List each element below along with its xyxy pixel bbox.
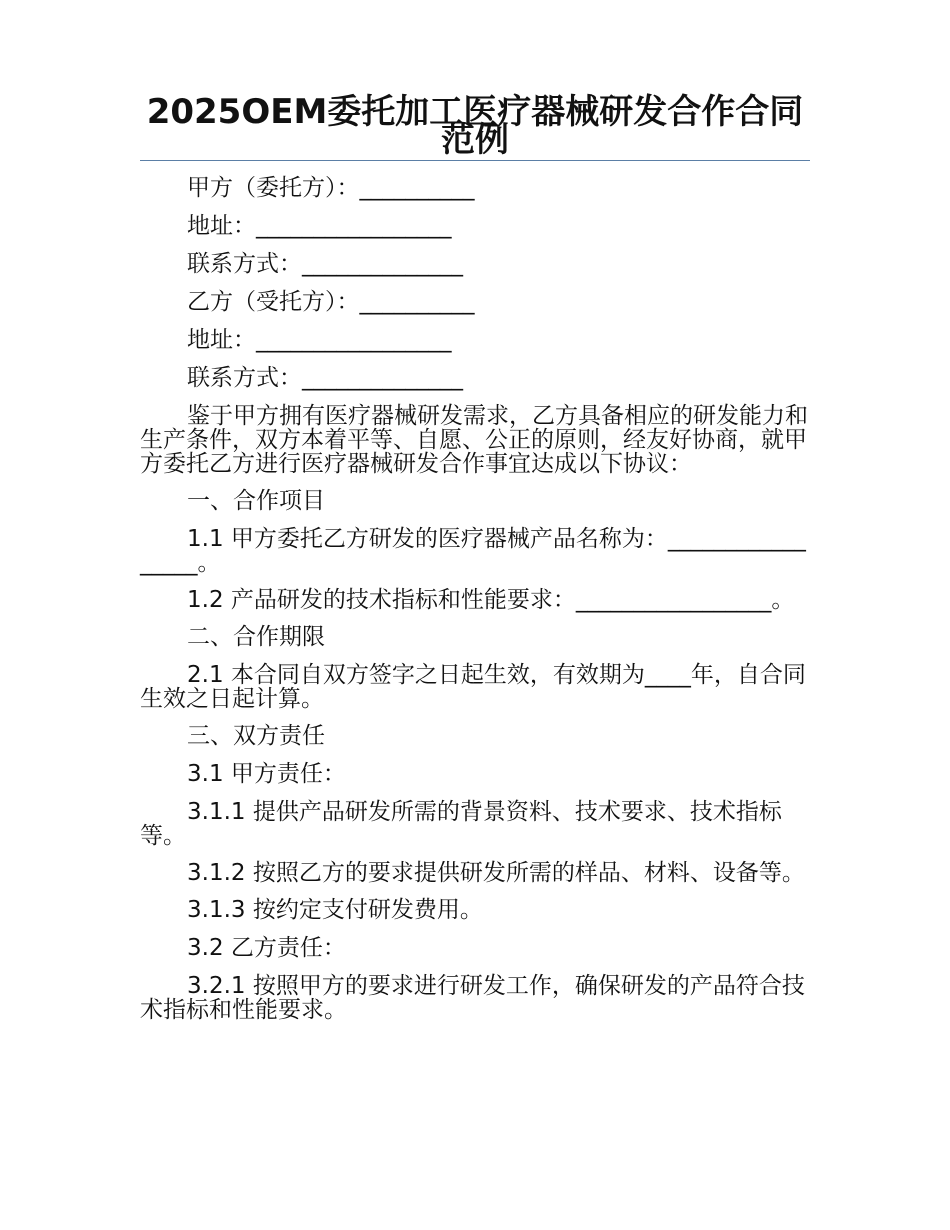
- party-a-address: 地址：_________________: [187, 213, 452, 239]
- party-b-address: 地址：_________________: [187, 327, 452, 353]
- clause-2-1: 2.1 本合同自双方签字之日起生效，有效期为____年，自合同生效之日起计算。: [140, 662, 806, 712]
- party-b-contact: 联系方式：______________: [187, 365, 463, 391]
- clause-3-1-3: 3.1.3 按约定支付研发费用。: [187, 897, 483, 923]
- preamble-paragraph: 鉴于甲方拥有医疗器械研发需求，乙方具备相应的研发能力和生产条件，双方本着平等、自愿、公正的原则，经友好协商，就甲方委托乙方进行医疗器械研发合作事宜达成以下协议：: [140, 403, 808, 477]
- clause-3-1: 3.1 甲方责任：: [187, 761, 346, 787]
- clause-3-1-2: 3.1.2 按照乙方的要求提供研发所需的样品、材料、设备等。: [187, 860, 805, 886]
- clause-1-1: 1.1 甲方委托乙方研发的医疗器械产品名称为：_________________。: [140, 526, 806, 576]
- party-b-line: 乙方（受托方）：__________: [187, 289, 475, 315]
- document-title: 2025OEM委托加工医疗器械研发合作合同范例: [146, 92, 804, 160]
- section-heading-1: 一、合作项目: [187, 488, 325, 514]
- title-divider: [140, 160, 810, 161]
- document-body: [140, 176, 810, 1035]
- party-a-line: 甲方（委托方）：__________: [187, 175, 475, 201]
- clause-3-1-1: 3.1.1 提供产品研发所需的背景资料、技术要求、技术指标等。: [140, 799, 782, 849]
- clause-3-2: 3.2 乙方责任：: [187, 935, 346, 961]
- section-heading-3: 三、双方责任: [187, 723, 325, 749]
- section-heading-2: 二、合作期限: [187, 624, 325, 650]
- clause-1-2: 1.2 产品研发的技术指标和性能要求：_________________。: [187, 587, 795, 613]
- party-a-contact: 联系方式：______________: [187, 251, 463, 277]
- clause-3-2-1: 3.2.1 按照甲方的要求进行研发工作，确保研发的产品符合技术指标和性能要求。: [140, 973, 805, 1023]
